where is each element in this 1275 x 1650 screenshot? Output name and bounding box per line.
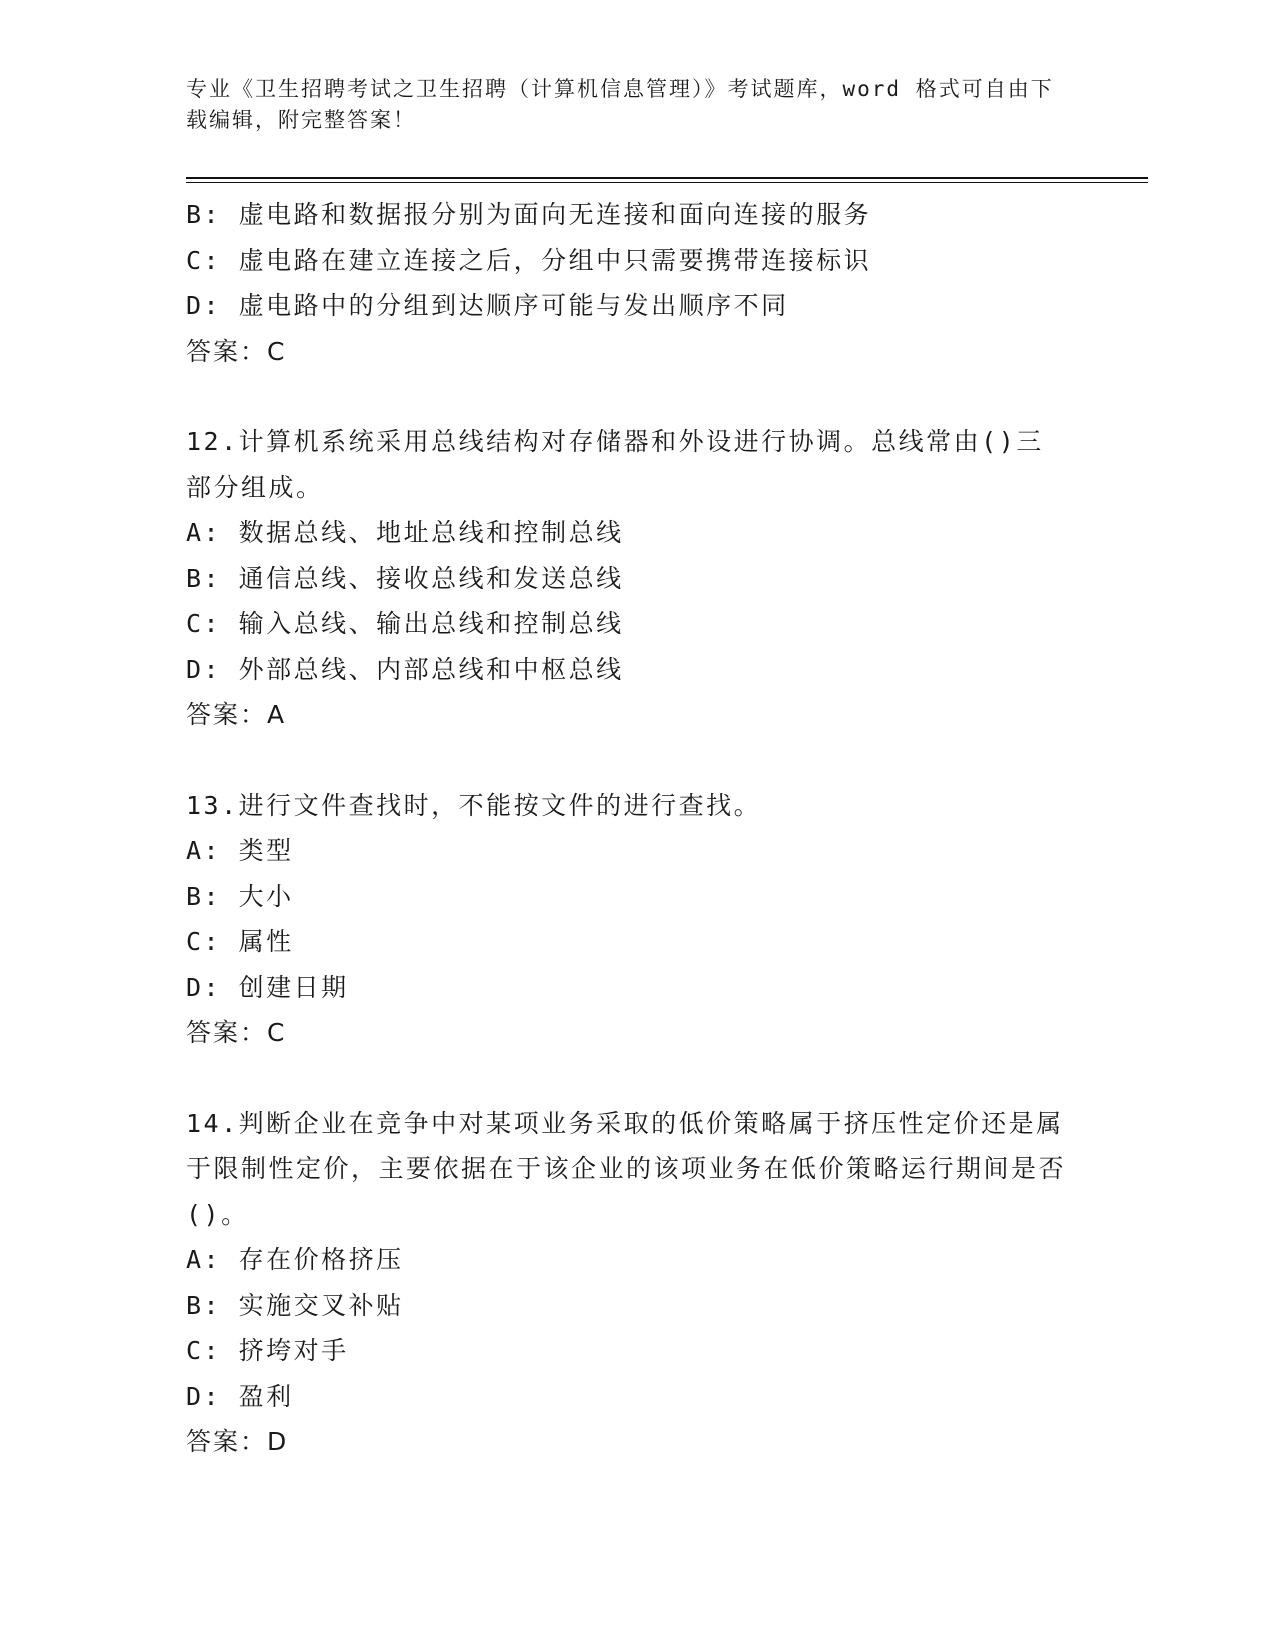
option-d: D: 创建日期 — [186, 972, 349, 1002]
question-12 — [186, 419, 1086, 738]
option-b: B: 实施交叉补贴 — [186, 1290, 404, 1320]
answer-label: 答案： — [186, 1018, 268, 1047]
option-a: A: 存在价格挤压 — [186, 1245, 404, 1274]
answer — [186, 1010, 1086, 1056]
answer-label: 答案： — [186, 700, 268, 729]
option-c: C: 输入总线、输出总线和控制总线 — [186, 609, 624, 638]
option-c: C: 属性 — [186, 927, 294, 956]
question-14 — [186, 1101, 1086, 1465]
question-13 — [186, 783, 1086, 1056]
answer-value: C — [267, 1018, 286, 1047]
option-a: A: 数据总线、地址总线和控制总线 — [186, 518, 624, 547]
document-body — [186, 192, 1086, 1465]
option-c: C: 虚电路在建立连接之后，分组中只需要携带连接标识 — [186, 245, 872, 275]
answer-value: A — [267, 700, 286, 729]
question-stem: 12.计算机系统采用总线结构对存储器和外设进行协调。总线常由()三部分组成。 — [186, 427, 1044, 502]
answer — [186, 1419, 1086, 1465]
answer — [186, 329, 1086, 375]
option-c: C: 挤垮对手 — [186, 1336, 349, 1365]
option-b: B: 虚电路和数据报分别为面向无连接和面向连接的服务 — [186, 200, 872, 229]
answer-value: D — [267, 1427, 288, 1456]
question-11-tail — [186, 192, 1086, 374]
option-b: B: 通信总线、接收总线和发送总线 — [186, 563, 624, 593]
header-rule-thick — [186, 177, 1148, 179]
document-header: 专业《卫生招聘考试之卫生招聘（计算机信息管理）》考试题库，word 格式可自由下载编辑，附完整答案！ — [186, 77, 1054, 132]
option-a: A: 类型 — [186, 836, 294, 865]
header-rule-thin — [186, 182, 1148, 183]
option-d: D: 盈利 — [186, 1381, 294, 1411]
option-d: D: 外部总线、内部总线和中枢总线 — [186, 654, 624, 684]
question-stem: 13.进行文件查找时，不能按文件的进行查找。 — [186, 790, 762, 820]
answer-label: 答案： — [186, 1427, 268, 1456]
option-d: D: 虚电路中的分组到达顺序可能与发出顺序不同 — [186, 291, 789, 320]
answer-value: C — [267, 336, 286, 366]
answer — [186, 692, 1086, 738]
option-b: B: 大小 — [186, 881, 294, 911]
answer-label: 答案： — [186, 336, 268, 366]
question-stem: 14.判断企业在竞争中对某项业务采取的低价策略属于挤压性定价还是属于限制性定价，主要依据在于该企业的该项业务在低价策略运行期间是否()。 — [186, 1108, 1067, 1229]
